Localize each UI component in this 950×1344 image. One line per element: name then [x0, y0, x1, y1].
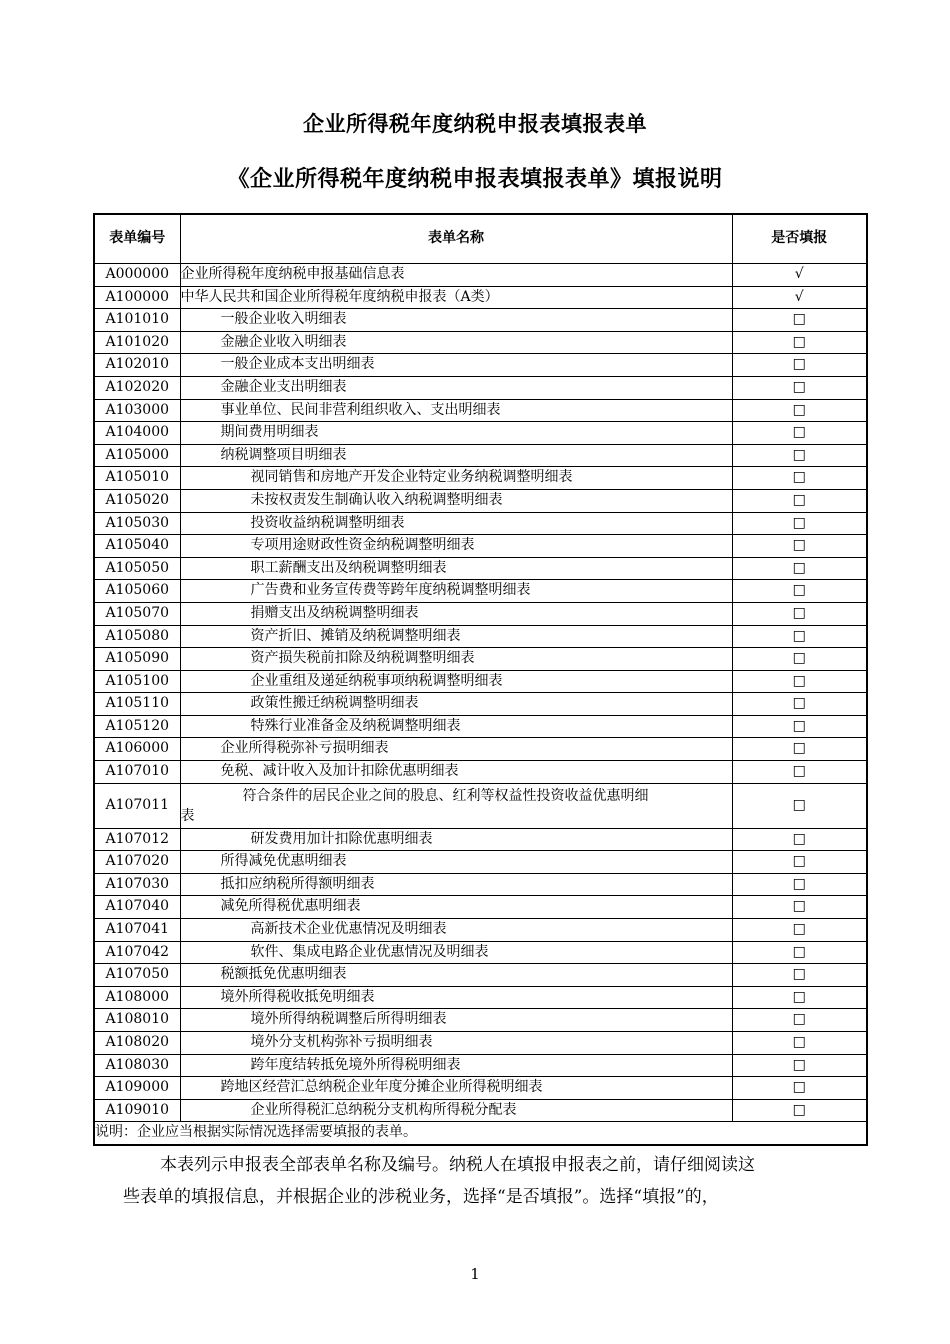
form-name: 视同销售和房地产开发企业特定业务纳税调整明细表	[180, 467, 732, 490]
form-name: 金融企业支出明细表	[180, 376, 732, 399]
checkbox-icon: □	[732, 489, 867, 512]
checkbox-icon: □	[732, 738, 867, 761]
form-code: A101020	[94, 331, 180, 354]
form-code: A102020	[94, 376, 180, 399]
form-name: 高新技术企业优惠情况及明细表	[180, 919, 732, 942]
checkbox-icon: □	[732, 670, 867, 693]
form-code: A105080	[94, 625, 180, 648]
table-note: 说明：企业应当根据实际情况选择需要填报的表单。	[94, 1122, 867, 1145]
table-row	[94, 738, 867, 761]
form-code: A105060	[94, 580, 180, 603]
form-name: 金融企业收入明细表	[180, 331, 732, 354]
form-code: A108020	[94, 1032, 180, 1055]
form-code: A109000	[94, 1077, 180, 1100]
form-code: A105070	[94, 602, 180, 625]
form-name: 一般企业成本支出明细表	[180, 354, 732, 377]
table-row	[94, 783, 867, 828]
form-name: 跨年度结转抵免境外所得税明细表	[180, 1054, 732, 1077]
checkbox-icon: □	[732, 376, 867, 399]
checkbox-icon: □	[732, 399, 867, 422]
form-name: 减免所得税优惠明细表	[180, 896, 732, 919]
form-name: 境外分支机构弥补亏损明细表	[180, 1032, 732, 1055]
checkbox-icon: □	[732, 828, 867, 851]
checkbox-icon: □	[732, 1032, 867, 1055]
table-row	[94, 941, 867, 964]
form-name: 职工薪酬支出及纳税调整明细表	[180, 557, 732, 580]
table-row	[94, 264, 867, 287]
checkbox-icon: □	[732, 1054, 867, 1077]
form-code: A105010	[94, 467, 180, 490]
form-name: 企业所得税年度纳税申报基础信息表	[180, 264, 732, 287]
form-name: 一般企业收入明细表	[180, 309, 732, 332]
form-name: 中华人民共和国企业所得税年度纳税申报表（A类）	[180, 286, 732, 309]
table-row	[94, 1032, 867, 1055]
header-code: 表单编号	[94, 214, 180, 264]
checkbox-icon: □	[732, 331, 867, 354]
page-number: 1	[470, 1265, 480, 1283]
form-code: A105020	[94, 489, 180, 512]
form-name: 投资收益纳税调整明细表	[180, 512, 732, 535]
form-name: 软件、集成电路企业优惠情况及明细表	[180, 941, 732, 964]
form-code: A105040	[94, 535, 180, 558]
checkbox-icon: □	[732, 1099, 867, 1122]
checkbox-icon: □	[732, 941, 867, 964]
table-row	[94, 986, 867, 1009]
checkbox-icon: □	[732, 467, 867, 490]
form-code: A105120	[94, 715, 180, 738]
form-name: 事业单位、民间非营利组织收入、支出明细表	[180, 399, 732, 422]
form-name-line-2: 表	[180, 807, 195, 824]
instruction-paragraph-line-2: 些表单的填报信息，并根据企业的涉税业务，选择“是否填报”。选择“填报”的，	[123, 1187, 719, 1207]
form-name: 纳税调整项目明细表	[180, 444, 732, 467]
table-row	[94, 557, 867, 580]
form-name: 资产损失税前扣除及纳税调整明细表	[180, 648, 732, 671]
form-name: 特殊行业准备金及纳税调整明细表	[180, 715, 732, 738]
table-row	[94, 489, 867, 512]
form-code: A106000	[94, 738, 180, 761]
table-row	[94, 354, 867, 377]
checkbox-icon: □	[732, 896, 867, 919]
checkbox-icon: □	[732, 986, 867, 1009]
checkbox-icon: □	[732, 715, 867, 738]
table-note-row	[94, 1122, 867, 1145]
table-header-row	[94, 214, 867, 264]
form-name: 资产折旧、摊销及纳税调整明细表	[180, 625, 732, 648]
table-row	[94, 896, 867, 919]
checkbox-icon: □	[732, 783, 867, 828]
checkbox-icon: □	[732, 580, 867, 603]
form-code: A108000	[94, 986, 180, 1009]
form-code: A000000	[94, 264, 180, 287]
checkbox-icon: □	[732, 512, 867, 535]
table-row	[94, 625, 867, 648]
table-row	[94, 761, 867, 784]
document-title: 企业所得税年度纳税申报表填报表单	[303, 111, 647, 136]
form-code: A102010	[94, 354, 180, 377]
form-name: 抵扣应纳税所得额明细表	[180, 873, 732, 896]
checkbox-icon: □	[732, 625, 867, 648]
form-name: 专项用途财政性资金纳税调整明细表	[180, 535, 732, 558]
form-name: 境外所得纳税调整后所得明细表	[180, 1009, 732, 1032]
form-name: 期间费用明细表	[180, 422, 732, 445]
form-code: A107050	[94, 964, 180, 987]
table-row	[94, 964, 867, 987]
table-row	[94, 1099, 867, 1122]
checkmark-icon: √	[732, 264, 867, 287]
form-code: A108010	[94, 1009, 180, 1032]
table-row	[94, 648, 867, 671]
form-name: 未按权责发生制确认收入纳税调整明细表	[180, 489, 732, 512]
table-row	[94, 286, 867, 309]
form-code: A100000	[94, 286, 180, 309]
table-row	[94, 1054, 867, 1077]
table-row	[94, 919, 867, 942]
table-row	[94, 602, 867, 625]
checkbox-icon: □	[732, 535, 867, 558]
instruction-paragraph-line-1: 本表列示申报表全部表单名称及编号。纳税人在填报申报表之前，请仔细阅读这	[160, 1155, 755, 1175]
form-code: A101010	[94, 309, 180, 332]
form-name: 跨地区经营汇总纳税企业年度分摊企业所得税明细表	[180, 1077, 732, 1100]
table-row	[94, 376, 867, 399]
checkbox-icon: □	[732, 309, 867, 332]
checkmark-icon: √	[732, 286, 867, 309]
checkbox-icon: □	[732, 693, 867, 716]
forms-table	[93, 213, 868, 1146]
table-row	[94, 535, 867, 558]
form-name: 企业所得税汇总纳税分支机构所得税分配表	[180, 1099, 732, 1122]
form-code: A105100	[94, 670, 180, 693]
table-row	[94, 1009, 867, 1032]
table-row	[94, 422, 867, 445]
table-row	[94, 828, 867, 851]
header-name: 表单名称	[180, 214, 732, 264]
form-name: 捐赠支出及纳税调整明细表	[180, 602, 732, 625]
checkbox-icon: □	[732, 964, 867, 987]
form-name	[180, 783, 732, 828]
table-row	[94, 693, 867, 716]
form-code: A107010	[94, 761, 180, 784]
form-name: 税额抵免优惠明细表	[180, 964, 732, 987]
checkbox-icon: □	[732, 851, 867, 874]
form-name: 企业所得税弥补亏损明细表	[180, 738, 732, 761]
form-code: A107041	[94, 919, 180, 942]
checkbox-icon: □	[732, 444, 867, 467]
table-row	[94, 309, 867, 332]
table-row	[94, 331, 867, 354]
checkbox-icon: □	[732, 1009, 867, 1032]
form-name: 企业重组及递延纳税事项纳税调整明细表	[180, 670, 732, 693]
form-code: A104000	[94, 422, 180, 445]
form-code: A107040	[94, 896, 180, 919]
form-code: A107030	[94, 873, 180, 896]
form-name: 研发费用加计扣除优惠明细表	[180, 828, 732, 851]
table-row	[94, 399, 867, 422]
form-name: 所得减免优惠明细表	[180, 851, 732, 874]
header-fill: 是否填报	[732, 214, 867, 264]
form-code: A107020	[94, 851, 180, 874]
checkbox-icon: □	[732, 422, 867, 445]
checkbox-icon: □	[732, 919, 867, 942]
table-row	[94, 873, 867, 896]
checkbox-icon: □	[732, 1077, 867, 1100]
form-code: A107012	[94, 828, 180, 851]
form-code: A109010	[94, 1099, 180, 1122]
checkbox-icon: □	[732, 557, 867, 580]
table-row	[94, 670, 867, 693]
form-code: A105110	[94, 693, 180, 716]
table-row	[94, 1077, 867, 1100]
form-code: A105030	[94, 512, 180, 535]
form-name: 免税、减计收入及加计扣除优惠明细表	[180, 761, 732, 784]
table-row	[94, 512, 867, 535]
checkbox-icon: □	[732, 873, 867, 896]
document-subtitle: 《企业所得税年度纳税申报表填报表单》填报说明	[227, 166, 723, 192]
checkbox-icon: □	[732, 648, 867, 671]
form-name: 政策性搬迁纳税调整明细表	[180, 693, 732, 716]
form-name: 广告费和业务宣传费等跨年度纳税调整明细表	[180, 580, 732, 603]
form-code: A105090	[94, 648, 180, 671]
checkbox-icon: □	[732, 602, 867, 625]
table-row	[94, 444, 867, 467]
form-code: A105000	[94, 444, 180, 467]
form-name: 境外所得税收抵免明细表	[180, 986, 732, 1009]
form-code: A108030	[94, 1054, 180, 1077]
form-code: A107011	[94, 783, 180, 828]
table-row	[94, 715, 867, 738]
table-row	[94, 851, 867, 874]
form-code: A103000	[94, 399, 180, 422]
form-code: A107042	[94, 941, 180, 964]
checkbox-icon: □	[732, 761, 867, 784]
table-row	[94, 467, 867, 490]
form-code: A105050	[94, 557, 180, 580]
form-name-line-1: 符合条件的居民企业之间的股息、红利等权益性投资收益优惠明细	[242, 787, 649, 804]
checkbox-icon: □	[732, 354, 867, 377]
table-row	[94, 580, 867, 603]
